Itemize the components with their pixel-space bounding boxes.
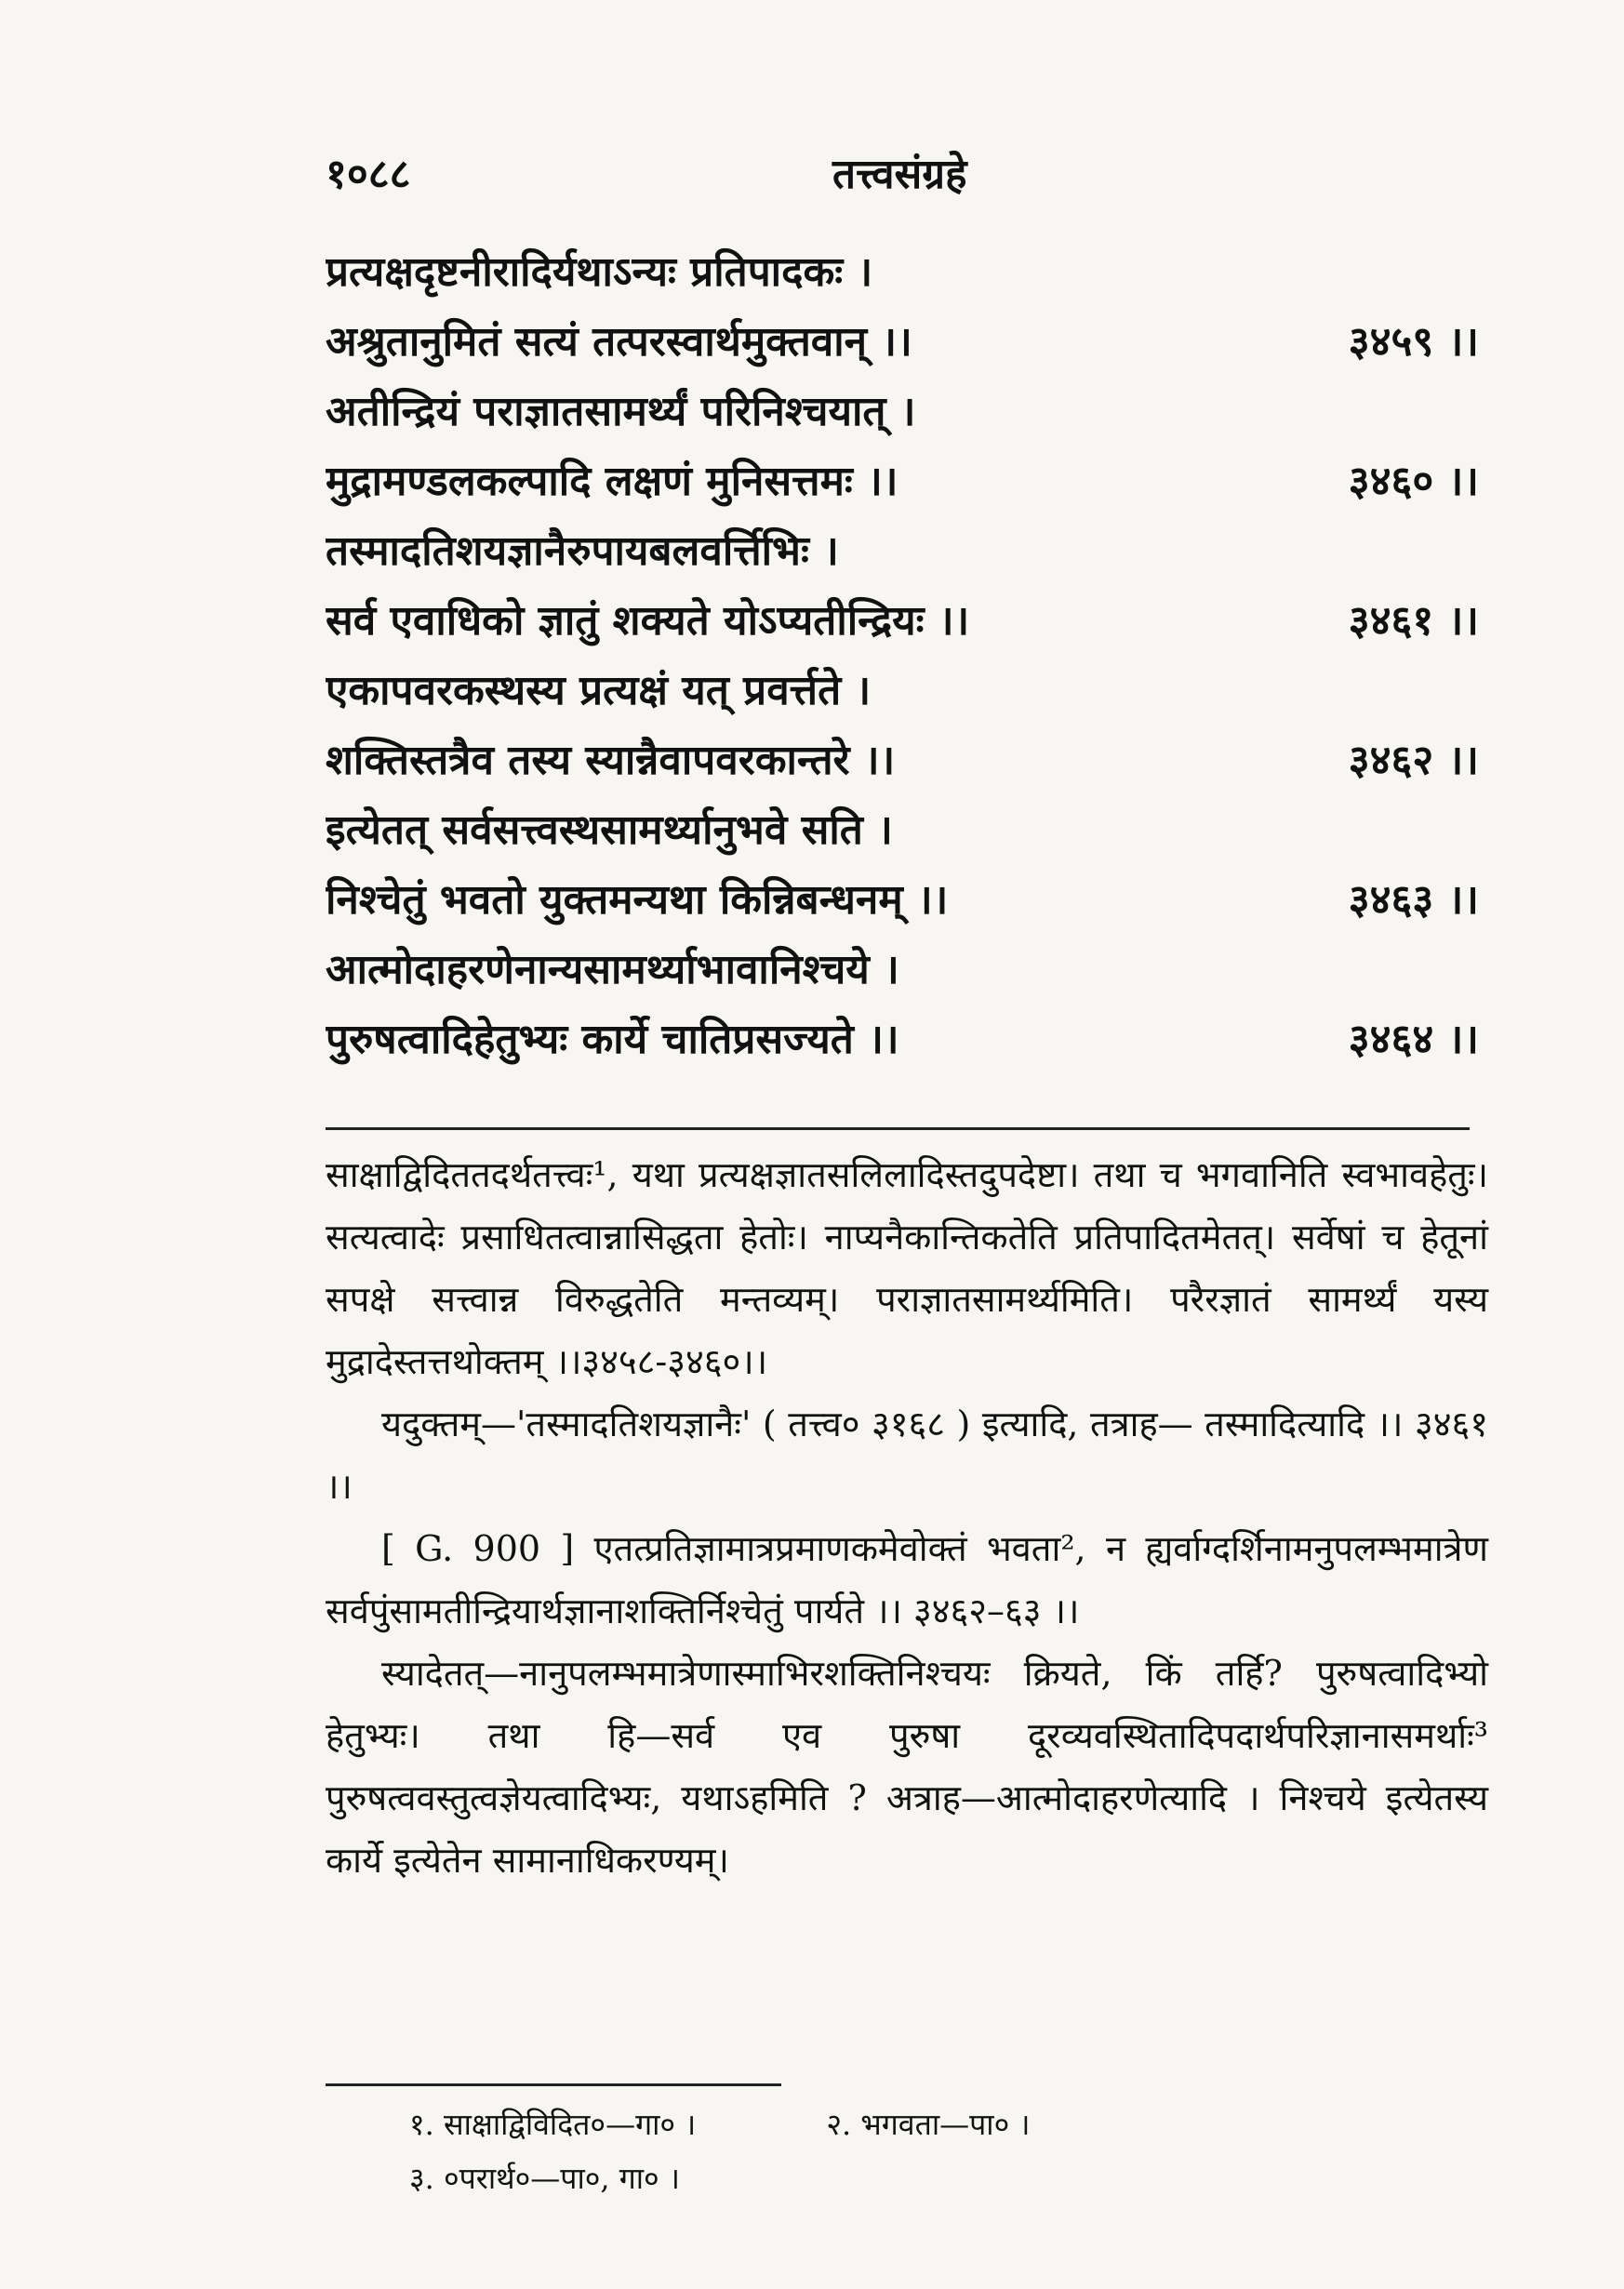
verse-line: तस्मादतिशयज्ञानैरुपायबलवर्त्तिभिः । (326, 527, 839, 575)
verse-line: मुद्रामण्डलकल्पादि लक्षणं मुनिसत्तमः ।। ३४६० ।। (326, 446, 1479, 516)
page-header (326, 144, 1442, 200)
verse-line: पुरुषत्वादिहेतुभ्यः कार्ये चातिप्रसज्यते ।। ३४६४ ।। (326, 1005, 1479, 1074)
footnote: १. साक्षाद्विविदित०—गा० । (409, 2107, 697, 2142)
commentary-block (326, 1144, 1488, 1892)
footnote: २. भगवता—पा० । (826, 2107, 1031, 2142)
verse-number: ३४६३ ।। (1348, 876, 1479, 924)
verse-number: ३४५९ ।। (1348, 318, 1479, 366)
verse-number: ३४६० ।। (1348, 458, 1479, 505)
footnote: ३. ०परार्थ०—पा०, गा० । (409, 2161, 680, 2196)
commentary-paragraph: साक्षाद्विदिततदर्थतत्त्वः¹, यथा प्रत्यक्षज्ञातसलिलादिस्तदुपदेष्टा। तथा च भगवानिति स्वभावहेतुः। सत्यत्वादेः प्रसाधितत्वान्नासिद्धता हेतोः। नाप्यनैकान्तिकतेति प्रतिपादितमेतत्। सर्वेषां च हेतूनां सपक्षे सत्त्वान्न विरुद्धतेति मन्तव्यम्। पराज्ञातसामर्थ्यमिति। परैरज्ञातं सामर्थ्यं यस्य मुद्रादेस्तत्तथोक्तम् ।।३४५८-३४६०।। (326, 1154, 1488, 1382)
page-number: १०८८ (326, 151, 411, 198)
verse-line: प्रत्यक्षदृष्टनीरादिर्यथाऽन्यः प्रतिपादकः । (326, 248, 873, 296)
verse-line: आत्मोदाहरणेनान्यसामर्थ्याभावानिश्चये । (326, 946, 899, 993)
verse-line: इत्येतत् सर्वसत्त्वस्थसामर्थ्यानुभवे सति । (326, 806, 893, 854)
verse-line: अश्रुतानुमितं सत्यं तत्परस्वार्थमुक्तवान् ।। ३४५९ ।। (326, 307, 1479, 377)
verse-number: ३४६२ ।। (1348, 737, 1479, 784)
verse-number: ३४६१ ।। (1348, 597, 1479, 645)
footnote-divider (326, 2083, 781, 2086)
running-title: तत्त्वसंग्रहे (832, 151, 967, 198)
verse-number: ३४६४ ।। (1348, 1016, 1479, 1063)
section-divider (326, 1127, 1470, 1130)
verse-block (326, 237, 1479, 1074)
footnotes (409, 2097, 1339, 2205)
commentary-paragraph: स्यादेतत्—नानुपलम्भमात्रेणास्माभिरशक्तिनिश्चयः क्रियते, किं तर्हि? पुरुषत्वादिभ्यो हेतुभ्यः। तथा हि—सर्व एव पुरुषा दूरव्यवस्थितादिपदार्थपरिज्ञानासमर्थाः³ पुरुषत्ववस्तुत्वज्ञेयत्वादिभ्यः, यथाऽहमिति ? अत्राह—आत्मोदाहरणेत्यादि । निश्चये इत्येतस्य कार्ये इत्येतेन सामानाधिकरण्यम्। (326, 1653, 1488, 1881)
commentary-paragraph: [ G. 900 ] एतत्प्रतिज्ञामात्रप्रमाणकमेवोक्तं भवता², न ह्यर्वाग्दर्शिनामनुपलम्भमात्रेण सर्वपुंसामतीन्द्रियार्थज्ञानाशक्तिर्निश्चेतुं पार्यते ।। ३४६२–६३ ।। (326, 1528, 1488, 1631)
verse-line: एकापवरकस्थस्य प्रत्यक्षं यत् प्रवर्त्तते । (326, 667, 872, 714)
verse-line: सर्व एवाधिको ज्ञातुं शक्यते योऽप्यतीन्द्रियः ।। ३४६१ ।। (326, 586, 1479, 656)
verse-line: निश्चेतुं भवतो युक्तमन्यथा किन्निबन्धनम् ।। ३४६३ ।। (326, 865, 1479, 935)
verse-line: शक्तिस्तत्रैव तस्य स्यान्नैवापवरकान्तरे ।। ३४६२ ।। (326, 725, 1479, 795)
commentary-paragraph: यदुक्तम्—'तस्मादतिशयज्ञानैः' ( तत्त्व० ३१६८ ) इत्यादि, तत्राह— तस्मादित्यादि ।। ३४६१ ।। (326, 1404, 1488, 1507)
verse-line: अतीन्द्रियं पराज्ञातसामर्थ्यं परिनिश्चयात् । (326, 388, 916, 435)
